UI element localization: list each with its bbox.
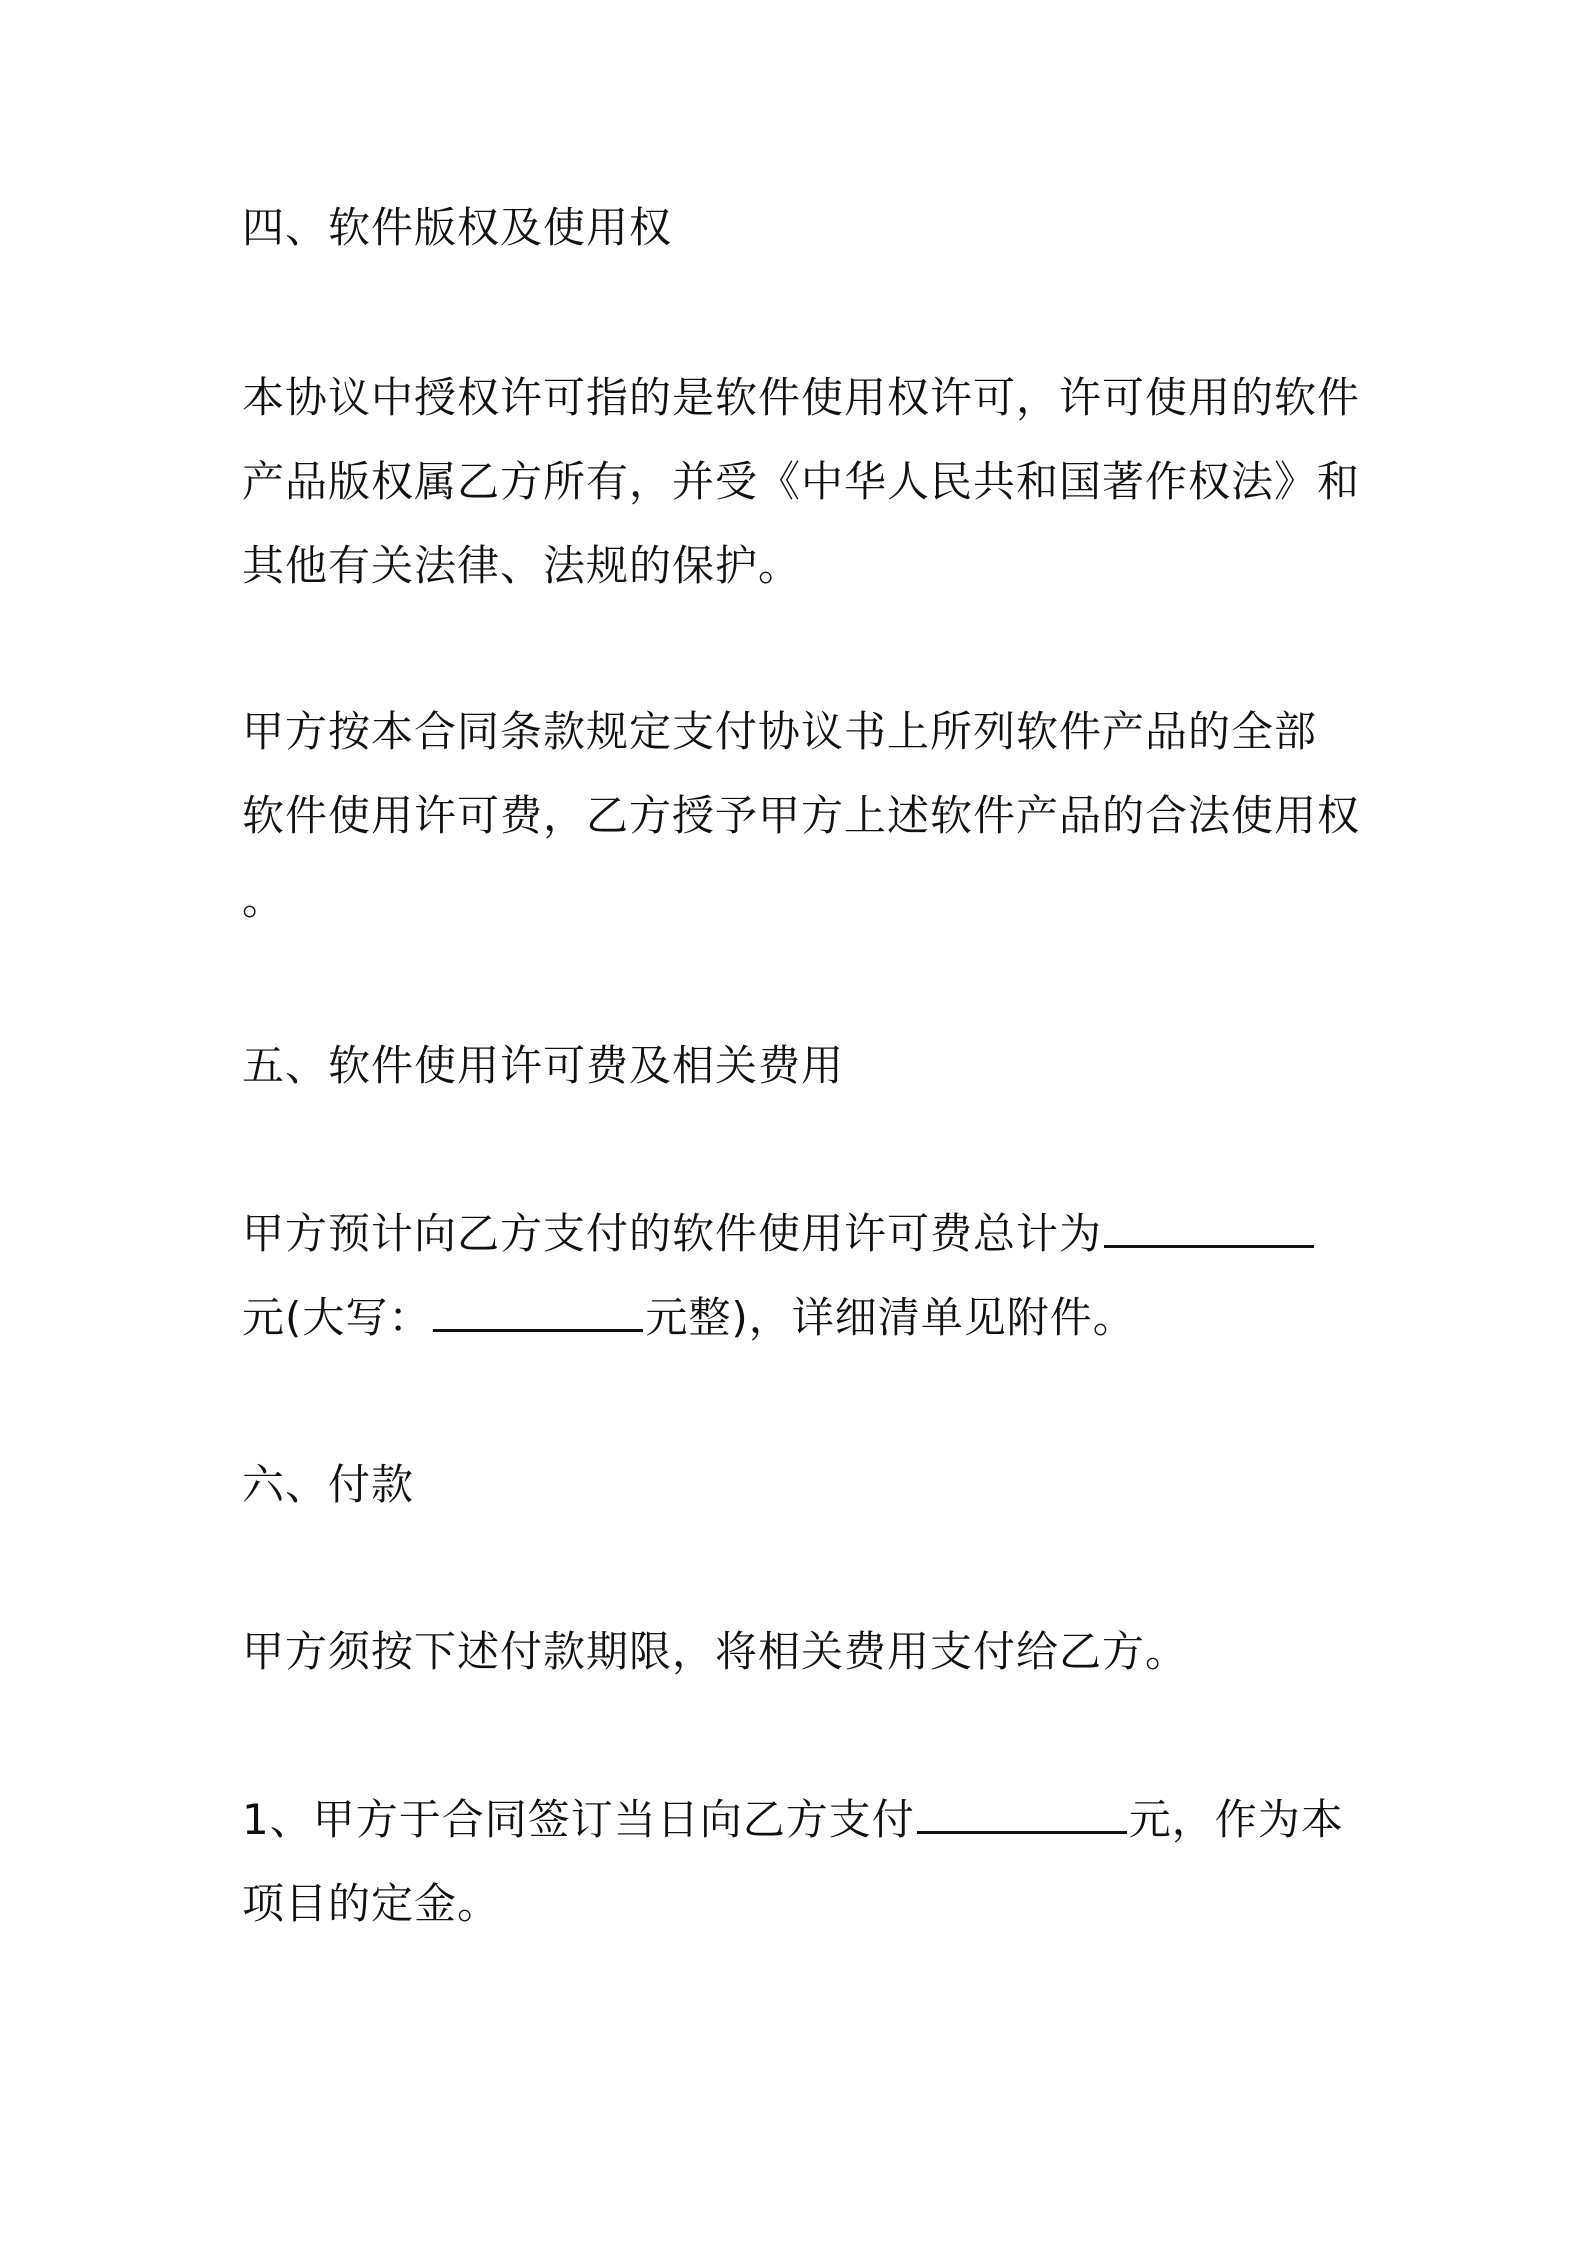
section-heading-4 xyxy=(242,186,1362,270)
fee-capital-prefix: 元(大写： xyxy=(242,1293,432,1342)
section-heading-5-text: 五、软件使用许可费及相关费用 xyxy=(242,1041,845,1090)
section-heading-6-text: 六、付款 xyxy=(242,1460,415,1509)
paragraph-line: 项目的定金。 xyxy=(242,1879,501,1928)
payment-item-1 xyxy=(242,1778,1362,1946)
paragraph-line: 其他有关法律、法规的保护。 xyxy=(242,541,802,590)
deposit-text-prefix: 1、甲方于合同签订当日向乙方支付 xyxy=(242,1795,915,1844)
paragraph-line: 。 xyxy=(242,875,286,924)
paragraph-line xyxy=(242,1276,1362,1360)
paragraph-usage-right xyxy=(242,690,1362,942)
deposit-amount-blank xyxy=(917,1795,1127,1834)
paragraph-payment xyxy=(242,1610,1362,1694)
paragraph-license-fee xyxy=(242,1192,1362,1360)
deposit-text-suffix: 元，作为本 xyxy=(1128,1795,1344,1844)
section-heading-4-text: 四、软件版权及使用权 xyxy=(242,203,673,252)
section-heading-6 xyxy=(242,1443,1362,1527)
paragraph-line: 本协议中授权许可指的是软件使用权许可，许可使用的软件 xyxy=(242,373,1361,422)
paragraph-line xyxy=(242,1778,1362,1862)
paragraph-license xyxy=(242,356,1362,608)
fee-total-text: 甲方预计向乙方支付的软件使用许可费总计为 xyxy=(242,1209,1103,1258)
fee-capital-blank xyxy=(433,1293,643,1332)
section-heading-5 xyxy=(242,1024,1362,1108)
paragraph-line: 甲方按本合同条款规定支付协议书上所列软件产品的全部 xyxy=(242,707,1318,756)
paragraph-line: 产品版权属乙方所有，并受《中华人民共和国著作权法》和 xyxy=(242,457,1361,506)
paragraph-line: 软件使用许可费，乙方授予甲方上述软件产品的合法使用权 xyxy=(242,791,1361,840)
fee-amount-blank xyxy=(1104,1209,1314,1248)
fee-capital-suffix: 元整)，详细清单见附件。 xyxy=(645,1293,1136,1342)
paragraph-line: 甲方须按下述付款期限，将相关费用支付给乙方。 xyxy=(242,1627,1189,1676)
paragraph-line xyxy=(242,1192,1362,1276)
